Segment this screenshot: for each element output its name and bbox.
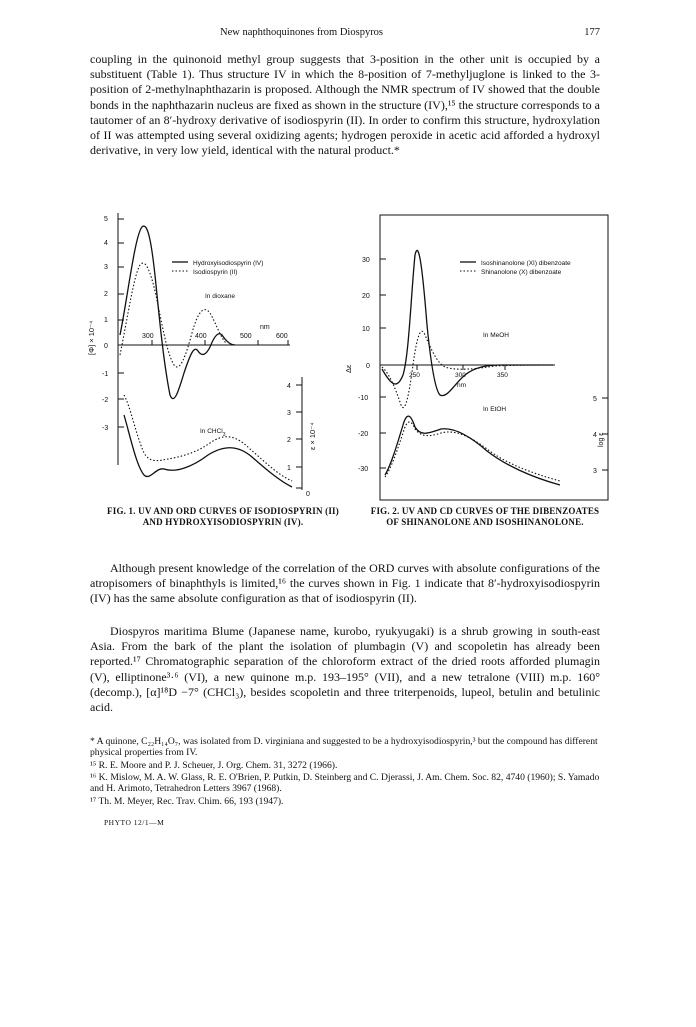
f2-tick-10: 10 — [362, 326, 370, 333]
f1-xtick-300: 300 — [142, 333, 154, 340]
uv-curve-shinanolone — [385, 422, 560, 481]
f1-rtick-3: 3 — [287, 410, 291, 417]
f1-rtick-4: 4 — [287, 383, 291, 390]
figure-1-left-ticks — [102, 216, 108, 432]
f2-tick-30: 30 — [362, 257, 370, 264]
f2-tick-m10: -10 — [358, 395, 369, 402]
figure-2-caption-line2: OF SHINANOLONE AND ISOSHINANOLONE. — [386, 517, 584, 527]
figure-1-caption-line2: AND HYDROXYISODIOSPYRIN (IV). — [142, 517, 304, 527]
figure-2-caption — [350, 506, 620, 528]
f1-ylabel-right: ε × 10⁻⁴ — [308, 422, 317, 450]
f2-tick-m30: -30 — [358, 466, 369, 473]
f2-tick-20: 20 — [362, 293, 370, 300]
f1-unit-nm: nm — [260, 324, 270, 331]
page-number: 177 — [584, 27, 600, 38]
footnote-15: ¹⁵ R. E. Moore and P. J. Scheuer, J. Org. Chem. 31, 3272 (1966). — [90, 760, 338, 771]
body-paragraph-3: Diospyros maritima Blume (Japanese name, kurobo, ryukyugaki) is a shrub growing in south-east Asia. From the bark of the plant the isolation of plumbagin (V) and scopoletin has already been reported.¹⁷ Chromatographic separation of the chloroform extract of the dried roots afforded plumagin (V), elliptinone³·⁶ (VI), a new quinone m.p. 193–195° (VII), and a new tetralone (VIII) m.p. 160° (decomp.), [α]¹⁸D −7° (CHCl₃), besides scopoletin and three triterpenoids, lupeol, betulin and betulinic acid. — [90, 624, 600, 715]
f1-xtick-500: 500 — [240, 333, 252, 340]
figure-1-caption-line1: FIG. 1. UV AND ORD CURVES OF ISODIOSPYRIN (II) — [107, 506, 339, 516]
f1-legend-dotted: Isodiospyrin (II) — [193, 269, 238, 276]
figure-1 — [80, 205, 350, 510]
f2-rtick-4: 4 — [593, 432, 597, 439]
f1-tick-4: 4 — [104, 240, 108, 247]
running-title: New naphthoquinones from Diospyros — [220, 27, 384, 38]
f1-xtick-600: 600 — [276, 333, 288, 340]
footer-code: PHYTO 12/1—M — [104, 818, 165, 827]
f1-rtick-1: 1 — [287, 465, 291, 472]
f2-xtick-300: 300 — [455, 372, 466, 379]
f1-tick-m1: -1 — [102, 371, 109, 378]
f2-ylabel-left: Δε — [344, 364, 353, 373]
f1-tick-m2: -2 — [102, 397, 109, 404]
f2-tick-m20: -20 — [358, 431, 369, 438]
f1-tick-m3: -3 — [102, 425, 109, 432]
f1-legend-solid: Hydroxyisodiospyrin (IV) — [193, 260, 264, 267]
f1-ylabel-left: [Φ] × 10⁻⁴ — [87, 320, 96, 355]
f1-rtick-2: 2 — [287, 437, 291, 444]
f2-rtick-5: 5 — [593, 396, 597, 403]
f2-tick-0: 0 — [366, 363, 370, 370]
f1-solvent-bottom: In CHCl$_3$ — [200, 428, 226, 438]
figure-1-plot — [80, 205, 350, 510]
f1-tick-3: 3 — [104, 264, 108, 271]
uv-curve-hydroxyisodiospyrin — [124, 415, 292, 487]
f2-legend-dotted: Shinanolone (X) dibenzoate — [481, 269, 562, 276]
figure-1-caption — [78, 506, 368, 528]
f2-solvent-top: In MeOH — [483, 332, 510, 339]
f1-tick-0: 0 — [104, 343, 108, 350]
uv-curve-isoshinanolone — [385, 416, 560, 485]
f1-tick-2: 2 — [104, 291, 108, 298]
footnote-16: ¹⁶ K. Mislow, M. A. W. Glass, R. E. O'Brien, P. Putkin, D. Steinberg and C. Djerassi, J. Am. Chem. Soc. 82, 4740 (1960); S. Yamado and H. Arimoto, Tetrahedron Letters 3967 (1968). — [90, 772, 600, 795]
f2-xtick-250: 250 — [409, 372, 420, 379]
uv-curve-isodiospyrin — [124, 395, 292, 481]
figure-2-caption-line1: FIG. 2. UV AND CD CURVES OF THE DIBENZOATES — [370, 506, 600, 516]
figure-2 — [345, 215, 615, 510]
f1-tick-5: 5 — [104, 216, 108, 223]
f1-xtick-400: 400 — [195, 333, 207, 340]
body-paragraph-1: coupling in the quinonoid methyl group suggests that 3-position in the other unit is occupied by a substituent (Table 1). Thus structure IV in which the 8-position of 7-methyljuglone is linked to the 3-position of 2-methylnaphthazarin is proposed. Although the NMR spectrum of IV showed that the double bonds in the naphthazarin nucleus are fixed as shown in the structure (IV),¹⁵ the structure corresponds to a tautomer of an 8′-hydroxy derivative of isodiospyrin (II). In order to confirm this structure, hydroxylation of II was attempted using several oxidizing agents; hydrogen peroxide in acetic acid afforded a hydroxyl derivative, in very low yield, identical with the natural product.* — [90, 52, 600, 158]
f2-legend-solid: Isoshinanolone (XI) dibenzoate — [481, 260, 571, 267]
footnote-17: ¹⁷ Th. M. Meyer, Rec. Trav. Chim. 66, 193 (1947). — [90, 796, 284, 807]
f2-rtick-3: 3 — [593, 468, 597, 475]
f1-solvent-top: In dioxane — [205, 293, 235, 300]
body-paragraph-2: Although present knowledge of the correlation of the ORD curves with absolute configurations of the atropisomers of binaphthyls is limited,¹⁶ the curves shown in Fig. 1 indicate that 8′-hydroxyisodiospyrin (IV) has the same absolute configuration as that of isodiospyrin (II). — [90, 561, 600, 606]
ord-curve-isodiospyrin — [120, 263, 226, 367]
f2-ylabel-right: log ε — [598, 432, 605, 447]
f2-xtick-350: 350 — [497, 372, 508, 379]
f1-rtick-0: 0 — [306, 491, 310, 498]
figure-1-right-ticks — [287, 383, 310, 498]
footnote-asterisk: * A quinone, C₂₂H₁₄O₇, was isolated from D. virginiana and suggested to be a hydroxyisodiospyrin,³ but the compound has different physical properties from IV. — [90, 736, 598, 759]
f2-solvent-bottom: In EtOH — [483, 406, 507, 413]
f1-tick-1: 1 — [104, 317, 108, 324]
figure-2-plot — [345, 215, 615, 510]
ord-curve-hydroxyisodiospyrin — [120, 226, 238, 399]
f2-unit-nm: nm — [457, 382, 467, 389]
